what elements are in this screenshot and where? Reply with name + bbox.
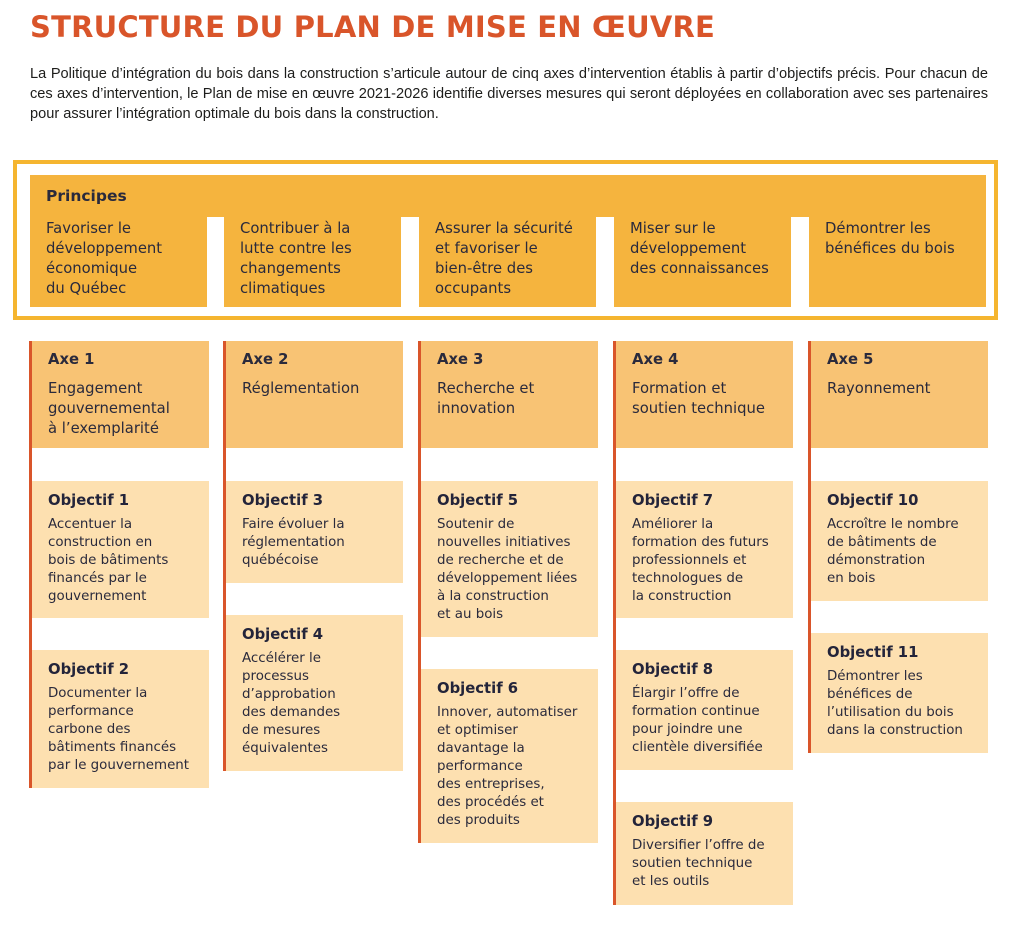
axe-box-4 bbox=[616, 341, 793, 448]
objective-box-2 bbox=[32, 650, 209, 788]
objective-line: des demandes bbox=[242, 705, 341, 720]
objective-line: Innover, automatiser bbox=[437, 705, 578, 720]
axe-number: Axe 4 bbox=[632, 351, 679, 368]
objective-line: Accentuer la bbox=[48, 517, 133, 532]
objective-box-5 bbox=[421, 481, 598, 637]
objective-number: Objectif 9 bbox=[632, 813, 714, 830]
objective-number: Objectif 5 bbox=[437, 492, 519, 509]
axe-line: Rayonnement bbox=[827, 380, 931, 397]
objective-number: Objectif 3 bbox=[242, 492, 324, 509]
principle-line: climatiques bbox=[240, 280, 326, 297]
objective-box-3 bbox=[226, 481, 403, 583]
axe-number: Axe 3 bbox=[437, 351, 484, 368]
axe-box-1 bbox=[32, 341, 209, 448]
objective-box-6 bbox=[421, 669, 598, 843]
objective-line: réglementation bbox=[242, 535, 345, 550]
principle-box-4 bbox=[614, 216, 791, 307]
principles-header bbox=[30, 175, 986, 217]
axe-line: innovation bbox=[437, 400, 516, 417]
axe-box-5 bbox=[811, 341, 988, 448]
objective-line: par le gouvernement bbox=[48, 758, 190, 773]
objective-line: formation continue bbox=[632, 704, 760, 719]
objective-line: soutien technique bbox=[632, 856, 753, 871]
objective-line: financés par le bbox=[48, 571, 147, 586]
objective-number: Objectif 7 bbox=[632, 492, 714, 509]
objective-box-10 bbox=[811, 481, 988, 601]
principles-heading: Principes bbox=[46, 187, 127, 205]
objective-number: Objectif 6 bbox=[437, 680, 519, 697]
principle-line: Démontrer les bbox=[825, 220, 931, 237]
objective-box-7 bbox=[616, 481, 793, 618]
axe-line: soutien technique bbox=[632, 400, 766, 417]
objective-line: développement liées bbox=[437, 571, 578, 586]
objective-line: démonstration bbox=[827, 553, 926, 568]
principle-box-1 bbox=[30, 216, 207, 307]
objective-line: nouvelles initiatives bbox=[437, 535, 571, 550]
axe-number: Axe 2 bbox=[242, 351, 289, 368]
objective-line: de recherche et de bbox=[437, 553, 564, 568]
principle-line: des connaissances bbox=[630, 260, 769, 277]
objective-number: Objectif 8 bbox=[632, 661, 714, 678]
objective-line: performance bbox=[48, 704, 134, 719]
objective-line: des entreprises, bbox=[437, 777, 545, 792]
objective-line: Élargir l’offre de bbox=[632, 686, 740, 701]
objective-line: en bois bbox=[827, 571, 876, 586]
objective-line: et au bois bbox=[437, 607, 504, 622]
principle-line: lutte contre les bbox=[240, 240, 352, 257]
objective-line: d’approbation bbox=[242, 687, 336, 702]
axe-line: Engagement bbox=[48, 380, 143, 397]
objective-line: bénéfices de bbox=[827, 687, 913, 702]
objective-box-9 bbox=[616, 802, 793, 905]
principle-line: développement bbox=[46, 240, 163, 257]
objective-number: Objectif 4 bbox=[242, 626, 324, 643]
axe-line: à l’exemplarité bbox=[48, 420, 159, 437]
objective-line: bois de bâtiments bbox=[48, 553, 169, 568]
objective-box-8 bbox=[616, 650, 793, 770]
axe-line: Recherche et bbox=[437, 380, 535, 397]
axe-line: gouvernemental bbox=[48, 400, 170, 417]
objective-line: Améliorer la bbox=[632, 517, 714, 532]
objective-line: formation des futurs bbox=[632, 535, 769, 550]
objective-line: technologues de bbox=[632, 571, 744, 586]
objective-line: processus bbox=[242, 669, 309, 684]
principle-line: occupants bbox=[435, 280, 512, 297]
objective-line: et les outils bbox=[632, 874, 710, 889]
objective-line: Diversifier l’offre de bbox=[632, 838, 765, 853]
axe-line: Réglementation bbox=[242, 380, 360, 397]
principle-line: bien-être des bbox=[435, 260, 534, 277]
objective-line: de bâtiments de bbox=[827, 535, 937, 550]
objective-line: Soutenir de bbox=[437, 517, 515, 532]
principle-line: Contribuer à la bbox=[240, 220, 351, 237]
axe-box-2 bbox=[226, 341, 403, 448]
objective-line: à la construction bbox=[437, 589, 549, 604]
objective-line: équivalentes bbox=[242, 741, 328, 756]
objective-line: construction en bbox=[48, 535, 153, 550]
objective-line: québécoise bbox=[242, 553, 319, 568]
objective-line: Faire évoluer la bbox=[242, 517, 345, 532]
objective-line: et optimiser bbox=[437, 723, 518, 738]
principle-line: économique bbox=[46, 260, 138, 277]
principle-line: changements bbox=[240, 260, 341, 277]
principle-line: et favoriser le bbox=[435, 240, 538, 257]
objective-line: gouvernement bbox=[48, 589, 147, 604]
principle-box-3 bbox=[419, 216, 596, 307]
principle-line: Favoriser le bbox=[46, 220, 132, 237]
objective-number: Objectif 2 bbox=[48, 661, 130, 678]
objective-line: des produits bbox=[437, 813, 520, 828]
axe-box-3 bbox=[421, 341, 598, 448]
objective-line: dans la construction bbox=[827, 723, 963, 738]
objective-line: l’utilisation du bois bbox=[827, 705, 954, 720]
axe-number: Axe 5 bbox=[827, 351, 874, 368]
objective-number: Objectif 11 bbox=[827, 644, 919, 661]
principle-line: développement bbox=[630, 240, 747, 257]
objective-line: des procédés et bbox=[437, 795, 544, 810]
objective-line: bâtiments financés bbox=[48, 740, 177, 755]
objective-line: Démontrer les bbox=[827, 669, 923, 684]
axe-number: Axe 1 bbox=[48, 351, 95, 368]
principle-line: Assurer la sécurité bbox=[435, 220, 573, 237]
principle-line: du Québec bbox=[46, 280, 127, 297]
objective-number: Objectif 10 bbox=[827, 492, 919, 509]
objective-number: Objectif 1 bbox=[48, 492, 130, 509]
objective-line: clientèle diversifiée bbox=[632, 740, 763, 755]
objective-line: la construction bbox=[632, 589, 732, 604]
objective-line: pour joindre une bbox=[632, 722, 743, 737]
principle-line: Miser sur le bbox=[630, 220, 716, 237]
objective-line: Accroître le nombre bbox=[827, 517, 959, 532]
objective-box-1 bbox=[32, 481, 209, 618]
objective-line: de mesures bbox=[242, 723, 321, 738]
objective-line: professionnels et bbox=[632, 553, 747, 568]
objective-box-11 bbox=[811, 633, 988, 753]
objective-line: Documenter la bbox=[48, 686, 148, 701]
intro-paragraph: La Politique d’intégration du bois dans la construction s’articule autour de cinq axes d’intervention établis à partir d’objectifs précis. Pour chacun de ces axes d’intervention, le Plan de mise en œuvre 2021-2026 identifie diverses mesures qui seront déployées en collaboration avec ses partenaires pour assurer l’intégration optimale du bois dans la construction. bbox=[30, 66, 988, 122]
page-title: STRUCTURE DU PLAN DE MISE EN ŒUVRE bbox=[30, 10, 716, 44]
objective-box-4 bbox=[226, 615, 403, 771]
objective-line: davantage la bbox=[437, 741, 525, 756]
objective-line: carbone des bbox=[48, 722, 131, 737]
principle-box-2 bbox=[224, 216, 401, 307]
principle-line: bénéfices du bois bbox=[825, 240, 955, 257]
principle-box-5 bbox=[809, 216, 986, 307]
objective-line: performance bbox=[437, 759, 523, 774]
objective-line: Accélérer le bbox=[242, 651, 322, 666]
axe-line: Formation et bbox=[632, 380, 727, 397]
